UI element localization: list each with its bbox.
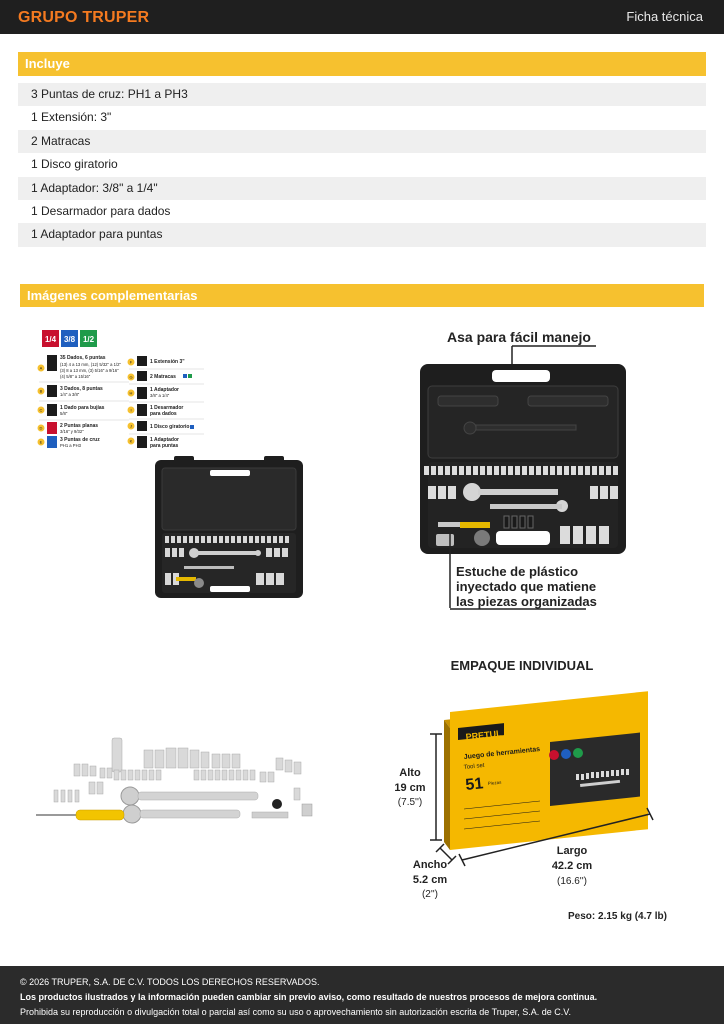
loose-tools-image (34, 728, 324, 828)
includes-heading: Incluye (18, 52, 706, 76)
badge-quarter: 1/4 (44, 335, 57, 344)
top-bar (0, 0, 724, 34)
box-count-label: Piezas (487, 779, 502, 786)
ancho-label: Ancho (412, 859, 448, 871)
legend-letter-i: I (130, 407, 132, 413)
list-item: 1 Disco giratorio (18, 153, 706, 176)
legend-item-c-title: 1 Dado para bujías (60, 405, 105, 411)
list-item: 1 Extensión: 3" (18, 106, 706, 129)
case-callout-line: las piezas organizadas (456, 594, 597, 609)
legend-item-h-detail: 3/8" a 1/4" (150, 393, 170, 398)
size-badges (42, 330, 97, 347)
badge-three-eighths: 3/8 (63, 335, 76, 344)
brand-logo: GRUPO TRUPER (18, 9, 150, 26)
weight-label: Peso: 2.15 kg (4.7 lb) (568, 911, 667, 922)
prohibition-text: Prohibida su reproducción o divulgación total o parcial así como su uso o aprovechamiento sin autorización escrita de Truper, S.A. de C.V. (20, 1007, 571, 1017)
badge-half: 1/2 (82, 335, 95, 344)
box-count: 51 (464, 775, 485, 794)
legend-letter-k: K (129, 438, 133, 444)
legend-item-f-title: 1 Extensión 3" (150, 359, 185, 365)
legend-item-a-detail: (3) 8 a 13 mm, (3) 5/16" a 9/16" (60, 368, 119, 373)
case-callout-line: inyectado que matiene (456, 579, 597, 594)
legend-item-d-title: 2 Puntas planas (60, 423, 99, 429)
list-item: 1 Adaptador: 3/8" a 1/4" (18, 177, 706, 200)
list-item: 3 Puntas de cruz: PH1 a PH3 (18, 83, 706, 106)
largo-value: 42.2 cm (551, 860, 593, 872)
box-title: Juego de herramientas (463, 746, 541, 761)
legend-letter-a: A (39, 365, 43, 371)
largo-label: Largo (556, 845, 588, 857)
includes-list (18, 83, 706, 247)
legend-item-b-title: 3 Dados, 8 puntas (60, 386, 103, 392)
ancho-imperial: (2'') (421, 889, 439, 900)
product-legend-image (34, 328, 324, 603)
legend-item-i-title: 1 Desarmador (150, 405, 184, 411)
footer (0, 966, 724, 1024)
package-image (380, 654, 680, 929)
legend-item-h-title: 1 Adaptador (150, 387, 179, 393)
box-subtitle: Tool set (463, 762, 485, 771)
legend-letter-f: F (129, 359, 133, 365)
legend-letter-j: J (130, 423, 132, 429)
legend-item-a-detail: (4) 5/8" a 15/16" (60, 374, 91, 379)
legend-item-e-detail: PH1 a PH3 (60, 443, 81, 448)
open-case-image (410, 326, 646, 616)
alto-imperial: (7.5'') (397, 797, 423, 808)
ancho-value: 5.2 cm (412, 874, 448, 886)
legend-letter-c: C (39, 407, 43, 413)
box-brand: PRETUL (465, 728, 503, 742)
legend-item-a-title: 35 Dados, 6 puntas (60, 355, 106, 361)
legend-letter-b: B (39, 388, 43, 394)
legend-letter-d: D (39, 425, 43, 431)
legend-item-k-detail: para puntas (150, 443, 179, 449)
copyright-text: © 2026 TRUPER, S.A. DE C.V. TODOS LOS DERECHOS RESERVADOS. (20, 977, 320, 987)
list-item: 2 Matracas (18, 130, 706, 153)
list-item: 1 Adaptador para puntas (18, 223, 706, 246)
legend-letter-g: G (129, 374, 133, 380)
legend-item-c-detail: 5/8" (60, 411, 68, 416)
page-title: Ficha técnica (626, 9, 703, 24)
legend-item-j-title: 1 Disco giratorio (150, 424, 190, 430)
legend-letter-e: E (39, 439, 43, 445)
legend-item-d-detail: 3/16" y 9/32" (60, 429, 84, 434)
case-callout-line: Estuche de plástico (456, 564, 579, 579)
list-item: 1 Desarmador para dados (18, 200, 706, 223)
alto-label: Alto (399, 767, 421, 779)
legend-item-k-title: 1 Adaptador (150, 437, 179, 443)
notice-text: Los productos ilustrados y la información pueden cambiar sin previo aviso, como resultado de nuestros procesos de mejora continua. (20, 992, 598, 1002)
largo-imperial: (16.6'') (557, 876, 587, 887)
legend-item-i-detail: para dados (150, 411, 177, 417)
small-tool-case (155, 456, 303, 598)
handle-callout: Asa para fácil manejo (447, 329, 591, 345)
legend-item-b-detail: 1/4" a 3/8" (60, 392, 80, 397)
images-heading: Imágenes complementarias (20, 284, 704, 307)
legend-item-g-title: 2 Matracas (150, 374, 176, 380)
legend-item-a-detail: (13) 4 a 13 mm, (12) 5/32" a 1/2" (60, 362, 121, 367)
product-box (444, 691, 648, 850)
package-heading: EMPAQUE INDIVIDUAL (450, 658, 594, 673)
legend-letter-h: H (129, 390, 133, 396)
alto-value: 19 cm (394, 782, 426, 794)
legend-item-e-title: 3 Puntas de cruz (60, 437, 100, 443)
